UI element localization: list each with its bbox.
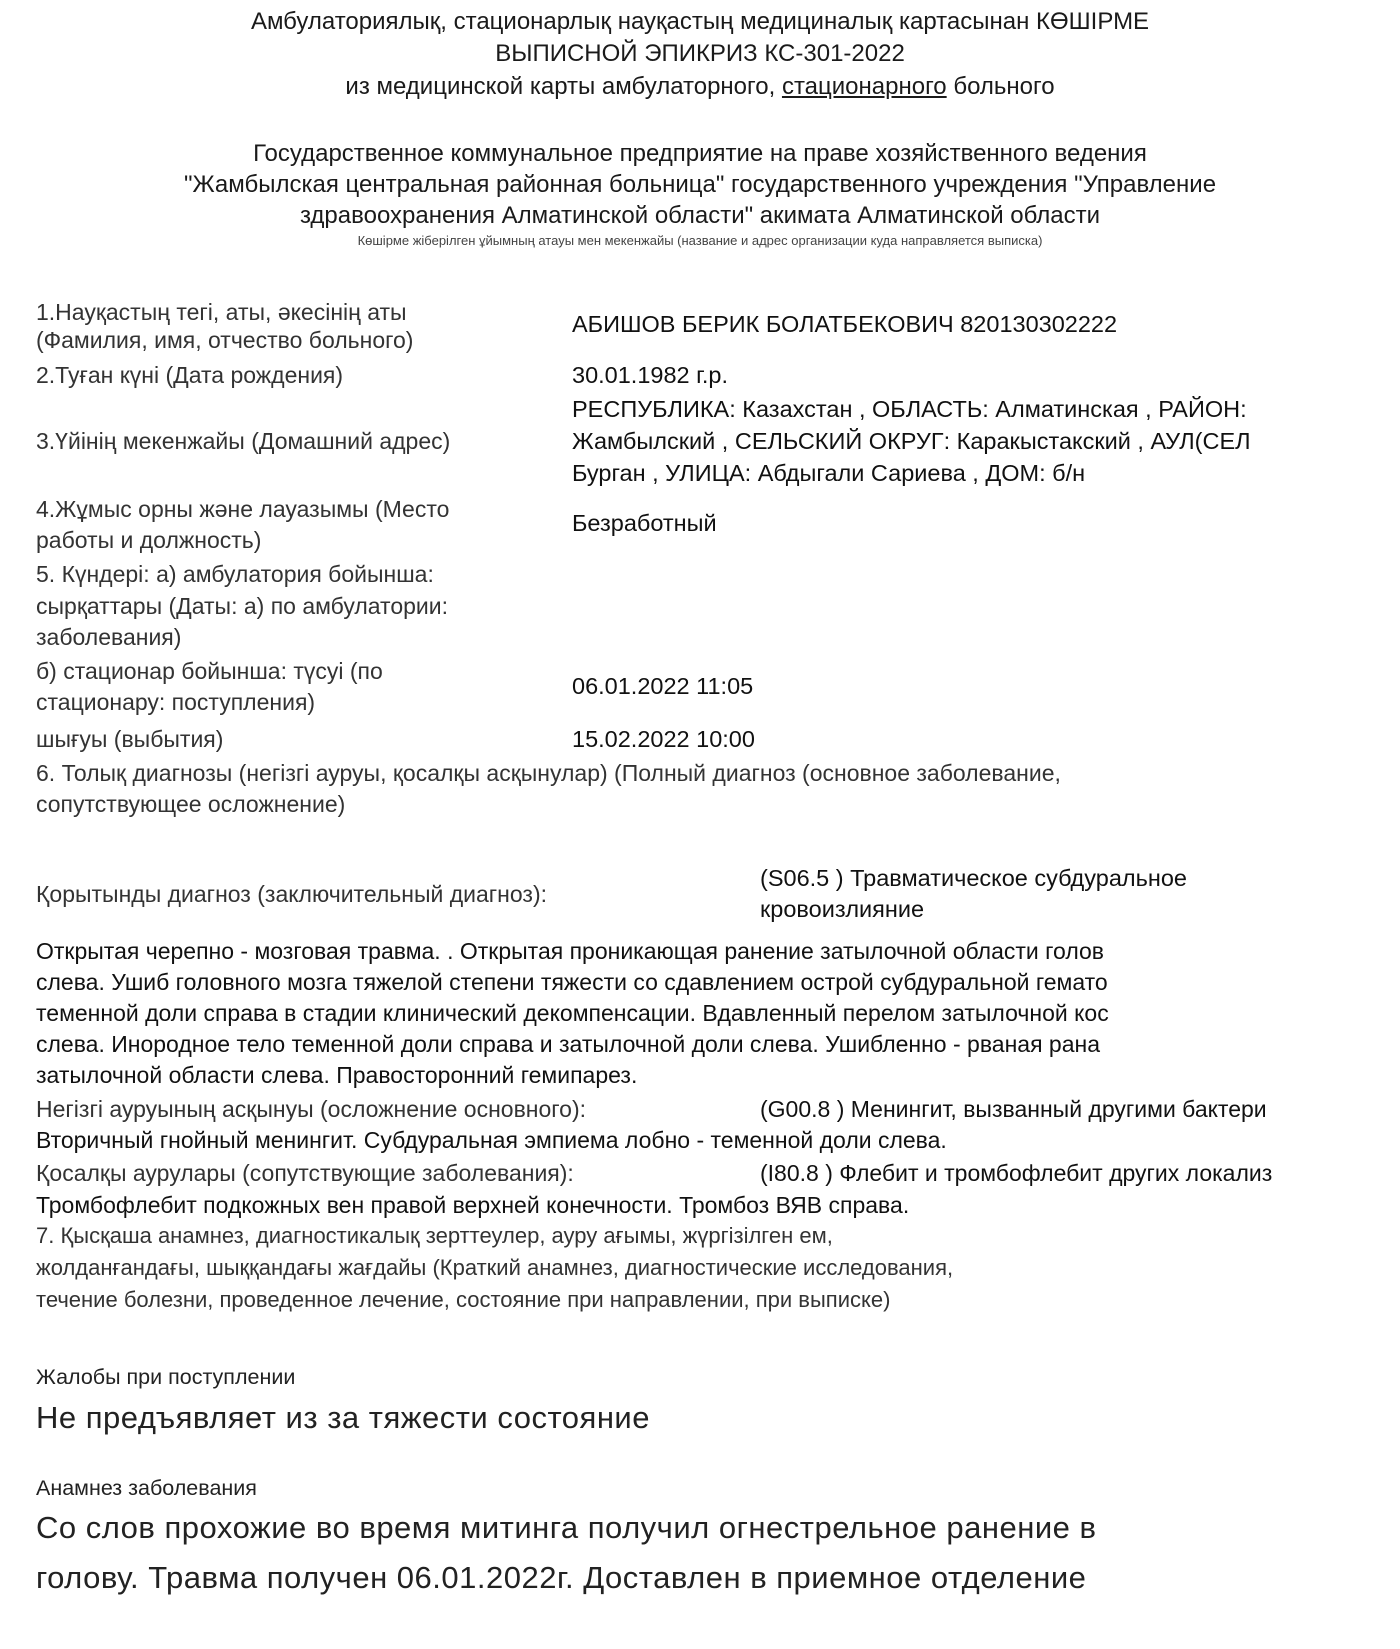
org-note: Көшірме жіберілген ұйымның атауы мен мекенжайы (название и адрес организации куда направляется выписка) [357, 233, 1043, 248]
field-4-label-kz: 4.Жұмыс орны және лауазымы (Место [36, 496, 450, 522]
comorbidity-desc: Тромбофлебит подкожных вен правой верхней конечности. Тромбоз ВЯВ справа. [36, 1192, 910, 1218]
comorbidity-code: (I80.8 ) Флебит и тромбофлебит других локализ [760, 1160, 1273, 1186]
complication-desc: Вторичный гнойный менингит. Субдуральная эмпиема лобно - теменной доли слева. [36, 1127, 947, 1153]
field-1-label-ru: (Фамилия, имя, отчество больного) [36, 327, 414, 353]
final-diagnosis-label: Қорытынды диагноз (заключительный диагноз): [36, 881, 548, 907]
address-line-2: Жамбылский , СЕЛЬСКИЙ ОКРУГ: Каракыстакский , АУЛ(СЕЛ [572, 428, 1251, 454]
field-5-label-2: сырқаттары (Даты: а) по амбулатории: [36, 593, 448, 619]
anamnesis-line-2: голову. Травма получен 06.01.2022г. Доставлен в приемное отделение [36, 1560, 1087, 1595]
header-line-kz: Амбулаториялық, стационарлық науқастың медициналық картасынан КӨШІРМЕ [250, 8, 1150, 35]
diagnosis-desc-5: затылочной области слева. Правосторонний гемипарез. [36, 1062, 638, 1088]
field-2-label: 2.Туған күні (Дата рождения) [36, 362, 344, 388]
diagnosis-desc-3: теменной доли справа в стадии клинический декомпенсации. Вдавленный перелом затылочной кос [36, 1000, 1109, 1026]
field-5-label-1: 5. Күндері: а) амбулатория бойынша: [36, 561, 434, 587]
field-1-label-kz: 1.Науқастың тегі, аты, әкесінің аты [36, 299, 407, 325]
discharge-date: 15.02.2022 10:00 [572, 726, 755, 752]
address-line-3: Бурган , УЛИЦА: Абдыгали Сариева , ДОМ: б/н [572, 460, 1086, 486]
diagnosis-desc-4: слева. Инородное тело теменной доли справа и затылочной доли слева. Ушибленно - рваная рана [36, 1031, 1100, 1057]
header-line-ru-underlined: стационарного [781, 73, 947, 100]
field-3-label: 3.Үйінің мекенжайы (Домашний адрес) [36, 428, 451, 454]
field-5-label-3: заболевания) [36, 624, 182, 650]
field-5c-label: шығуы (выбытия) [36, 726, 224, 752]
org-line-1: Государственное коммунальное предприятие на праве хозяйственного ведения [253, 140, 1147, 167]
field-5b-label-2: стационару: поступления) [36, 689, 316, 715]
address-line-1: РЕСПУБЛИКА: Казахстан , ОБЛАСТЬ: Алматинская , РАЙОН: [572, 396, 1247, 422]
patient-name: АБИШОВ БЕРИК БОЛАТБЕКОВИЧ 820130302222 [572, 311, 1118, 337]
header-line-ru-prefix: из медицинской карты амбулаторного, [345, 73, 782, 100]
diagnosis-desc-1: Открытая черепно - мозговая травма. . Открытая проникающая ранение затылочной области голов [36, 938, 1105, 964]
diagnosis-desc-2: слева. Ушиб головного мозга тяжелой степени тяжести со сдавлением острой субдуральной гемато [36, 969, 1108, 995]
anamnesis-line-1: Со слов прохожие во время митинга получил огнестрельное ранение в [36, 1510, 1097, 1545]
field-4-label-ru: работы и должность) [36, 527, 262, 553]
complaints-title: Жалобы при поступлении [36, 1365, 296, 1389]
birth-date: 30.01.1982 г.р. [572, 362, 728, 388]
admission-date: 06.01.2022 11:05 [572, 673, 754, 699]
final-diagnosis-code-1: (S06.5 ) Травматическое субдуральное [760, 865, 1187, 891]
section-7-line-1: 7. Қысқаша анамнез, диагностикалық зерттеулер, ауру ағымы, жүргізілген ем, [36, 1223, 833, 1248]
section-7-line-2: жолданғандағы, шыққандағы жағдайы (Краткий анамнез, диагностические исследования, [36, 1255, 954, 1280]
workplace: Безработный [572, 510, 717, 536]
org-line-2: "Жамбылская центральная районная больница" государственного учреждения "Управление [183, 171, 1217, 198]
header-line-ru [0, 73, 1400, 101]
field-6-label-1: 6. Толық диагнозы (негізгі ауруы, қосалқы асқынулар) (Полный диагноз (основное заболевание, [36, 760, 1061, 786]
final-diagnosis-code-2: кровоизлияние [760, 896, 925, 922]
complaints-text: Не предъявляет из за тяжести состояние [36, 1400, 650, 1435]
complication-code: (G00.8 ) Менингит, вызванный другими бактери [760, 1096, 1267, 1122]
anamnesis-title: Анамнез заболевания [36, 1476, 257, 1500]
complication-label: Негізгі ауруының асқынуы (осложнение основного): [36, 1096, 587, 1122]
field-5b-label-1: б) стационар бойынша: түсуі (по [36, 658, 383, 684]
org-line-3: здравоохранения Алматинской области" акимата Алматинской области [299, 202, 1101, 229]
header-line-ru-suffix: больного [946, 73, 1055, 100]
document-title: ВЫПИСНОЙ ЭПИКРИЗ КС-301-2022 [495, 40, 905, 67]
comorbidity-label: Қосалқы аурулары (сопутствующие заболевания): [36, 1160, 574, 1186]
field-6-label-2: сопутствующее осложнение) [36, 791, 346, 817]
section-7-line-3: течение болезни, проведенное лечение, состояние при направлении, при выписке) [36, 1287, 891, 1312]
